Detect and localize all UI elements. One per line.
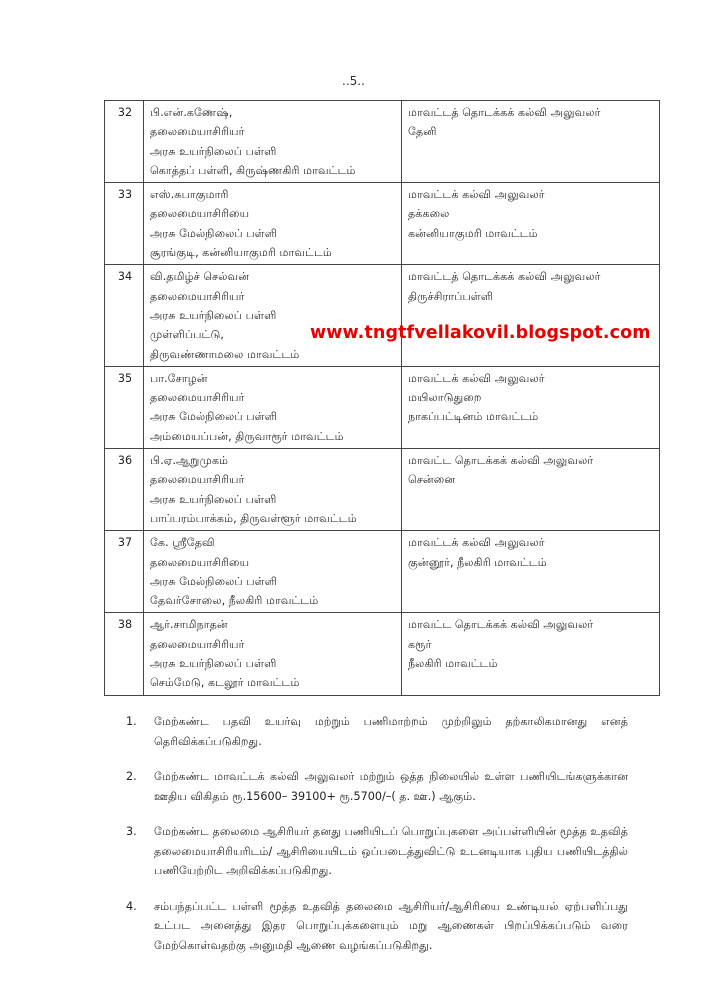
person-line: தலைமையாசிரியர் bbox=[150, 125, 245, 139]
person-line: தேவர்சோலை, நீலகிரி மாவட்டம் bbox=[150, 594, 319, 608]
serial-number: 34 bbox=[105, 265, 144, 366]
conditions-list bbox=[118, 712, 628, 971]
post-line: திருச்சிராப்பள்ளி bbox=[408, 289, 494, 303]
condition-item bbox=[118, 822, 628, 881]
person-line: முள்ளிப்பட்டு, bbox=[150, 328, 224, 342]
person-line: செம்மேடு, கடலூர் மாவட்டம் bbox=[150, 676, 300, 690]
new-post-details bbox=[402, 531, 660, 613]
post-line: நாகப்பட்டினம் மாவட்டம் bbox=[408, 410, 539, 424]
new-post-details bbox=[402, 101, 660, 183]
person-details bbox=[144, 101, 402, 183]
person-line: அரசு மேல்நிலைப் பள்ளி bbox=[150, 574, 278, 588]
new-post-details bbox=[402, 613, 660, 695]
person-details bbox=[144, 449, 402, 531]
post-line: மாவட்டக் கல்வி அலுவலர் bbox=[408, 188, 545, 202]
post-line: மாவட்டத் தொடக்கக் கல்வி அலுவலர் bbox=[408, 270, 601, 284]
table-row bbox=[105, 449, 660, 531]
post-line: நீலகிரி மாவட்டம் bbox=[408, 657, 498, 671]
post-line: மாவட்ட தொடக்கக் கல்வி அலுவலர் bbox=[408, 618, 594, 632]
person-line: அம்மையப்பன், திருவாரூர் மாவட்டம் bbox=[150, 429, 344, 443]
person-line: அரசு உயர்நிலைப் பள்ளி bbox=[150, 657, 277, 671]
post-line: கரூர் bbox=[408, 637, 432, 651]
person-line: அரசு மேல்நிலைப் பள்ளி bbox=[150, 410, 278, 424]
table-row bbox=[105, 183, 660, 265]
posting-table bbox=[104, 100, 660, 696]
condition-text: மேற்கண்ட தலைமை ஆசிரியர் தனது பணியிடப் பொறுப்புகளை அப்பள்ளியின் மூத்த உதவித் தலைமையாசிரியரிடம்/ ஆசிரியையிடம் ஒப்படைத்துவிட்டு உடனடியாக புதிய பணியிடத்தில் பணியேற்றிட அறிவிக்கப்படுகிறது. bbox=[154, 825, 628, 877]
serial-number: 37 bbox=[105, 531, 144, 613]
serial-number: 35 bbox=[105, 366, 144, 448]
post-line: தக்கலை bbox=[408, 207, 450, 221]
table-row bbox=[105, 265, 660, 366]
person-line: தலைமையாசிரியர் bbox=[150, 289, 245, 303]
person-details bbox=[144, 265, 402, 366]
person-line: தலைமையாசிரியர் bbox=[150, 391, 245, 405]
blog-watermark: www.tngtfvellakovil.blogspot.com bbox=[310, 323, 651, 343]
page-number: ..5.. bbox=[342, 74, 365, 88]
person-line: வி.தமிழ்ச் செல்வன் bbox=[150, 270, 250, 284]
person-details bbox=[144, 613, 402, 695]
serial-number: 38 bbox=[105, 613, 144, 695]
post-line: மாவட்டக் கல்வி அலுவலர் bbox=[408, 536, 545, 550]
person-line: பா.சோழன் bbox=[150, 371, 208, 385]
person-line: பி.என்.கணேஷ், bbox=[150, 106, 233, 119]
post-line: மாவட்டத் தொடக்கக் கல்வி அலுவலர் bbox=[408, 106, 601, 119]
person-line: அரசு உயர்நிலைப் பள்ளி bbox=[150, 492, 277, 506]
person-line: எஸ்.சுபாகுமாரி bbox=[150, 188, 229, 202]
table-row bbox=[105, 531, 660, 613]
condition-number: 3. bbox=[126, 825, 137, 838]
person-line: பாப்பரம்பாக்கம், திருவள்ளூர் மாவட்டம் bbox=[150, 511, 357, 525]
serial-number: 32 bbox=[105, 101, 144, 183]
person-line: தலைமையாசிரியை bbox=[150, 207, 250, 221]
condition-item bbox=[118, 897, 628, 956]
new-post-details bbox=[402, 265, 660, 366]
person-line: சூரங்குடி, கன்னியாகுமரி மாவட்டம் bbox=[150, 246, 332, 260]
person-details bbox=[144, 366, 402, 448]
post-line: மயிலாடுதுறை bbox=[408, 391, 482, 405]
post-line: குன்னூர், நீலகிரி மாவட்டம் bbox=[408, 555, 547, 569]
post-line: கன்னியாகுமரி மாவட்டம் bbox=[408, 226, 538, 240]
table-row bbox=[105, 366, 660, 448]
table-row bbox=[105, 613, 660, 695]
serial-number: 33 bbox=[105, 183, 144, 265]
person-line: தலைமையாசிரியர் bbox=[150, 637, 245, 651]
condition-item bbox=[118, 767, 628, 806]
serial-number: 36 bbox=[105, 449, 144, 531]
new-post-details bbox=[402, 183, 660, 265]
condition-number: 1. bbox=[126, 715, 137, 728]
condition-number: 4. bbox=[126, 899, 137, 913]
post-line: தேனி bbox=[408, 125, 437, 139]
person-details bbox=[144, 531, 402, 613]
person-line: அரசு மேல்நிலைப் பள்ளி bbox=[150, 226, 278, 240]
new-post-details bbox=[402, 449, 660, 531]
condition-text: சம்பந்தப்பட்ட பள்ளி மூத்த உதவித் தலைமை ஆசிரியர்/ஆசிரியை உண்டியல் ஏற்பளிப்பது உட்பட அனைத்து இதர பொறுப்புக்களையும் மறு ஆணைகள் பிறப்பிக்கப்படும் வரை மேற்கொள்வதற்கு அனுமதி ஆணை வழங்கப்படுகிறது. bbox=[154, 899, 628, 952]
person-line: தலைமையாசிரியை bbox=[150, 555, 250, 569]
post-line: மாவட்ட தொடக்கக் கல்வி அலுவலர் bbox=[408, 454, 594, 468]
person-line: பி.ஏ.ஆறுமுகம் bbox=[150, 454, 229, 468]
person-details bbox=[144, 183, 402, 265]
condition-item bbox=[118, 712, 628, 751]
person-line: அரசு உயர்நிலைப் பள்ளி bbox=[150, 308, 277, 322]
condition-number: 2. bbox=[126, 770, 137, 783]
table-row bbox=[105, 101, 660, 183]
person-line: தலைமையாசிரியர் bbox=[150, 473, 245, 487]
person-line: கொத்தப் பள்ளி, கிருஷ்ணகிரி மாவட்டம் bbox=[150, 163, 356, 177]
person-line: ஆர்.சாமிநாதன் bbox=[150, 618, 228, 632]
new-post-details bbox=[402, 366, 660, 448]
post-line: மாவட்டக் கல்வி அலுவலர் bbox=[408, 371, 545, 385]
posting-table-body bbox=[105, 101, 660, 696]
condition-text: மேற்கண்ட பதவி உயர்வு மற்றும் பணிமாற்றம் முற்றிலும் தற்காலிகமானது எனத் தெரிவிக்கப்படுகிறது. bbox=[154, 715, 628, 748]
person-line: அரசு உயர்நிலைப் பள்ளி bbox=[150, 144, 277, 158]
post-line: சென்னை bbox=[408, 473, 456, 487]
condition-text: மேற்கண்ட மாவட்டக் கல்வி அலுவலர் மற்றும் ஒத்த நிலையில் உள்ள பணியிடங்களுக்கான ஊதிய விகிதம் ரூ.15600– 39100+ ரூ.5700/–( த. ஊ.) ஆகும். bbox=[154, 770, 628, 803]
person-line: கே. ஸ்ரீதேவி bbox=[150, 536, 215, 550]
person-line: திருவண்ணாமலை மாவட்டம் bbox=[150, 347, 300, 361]
